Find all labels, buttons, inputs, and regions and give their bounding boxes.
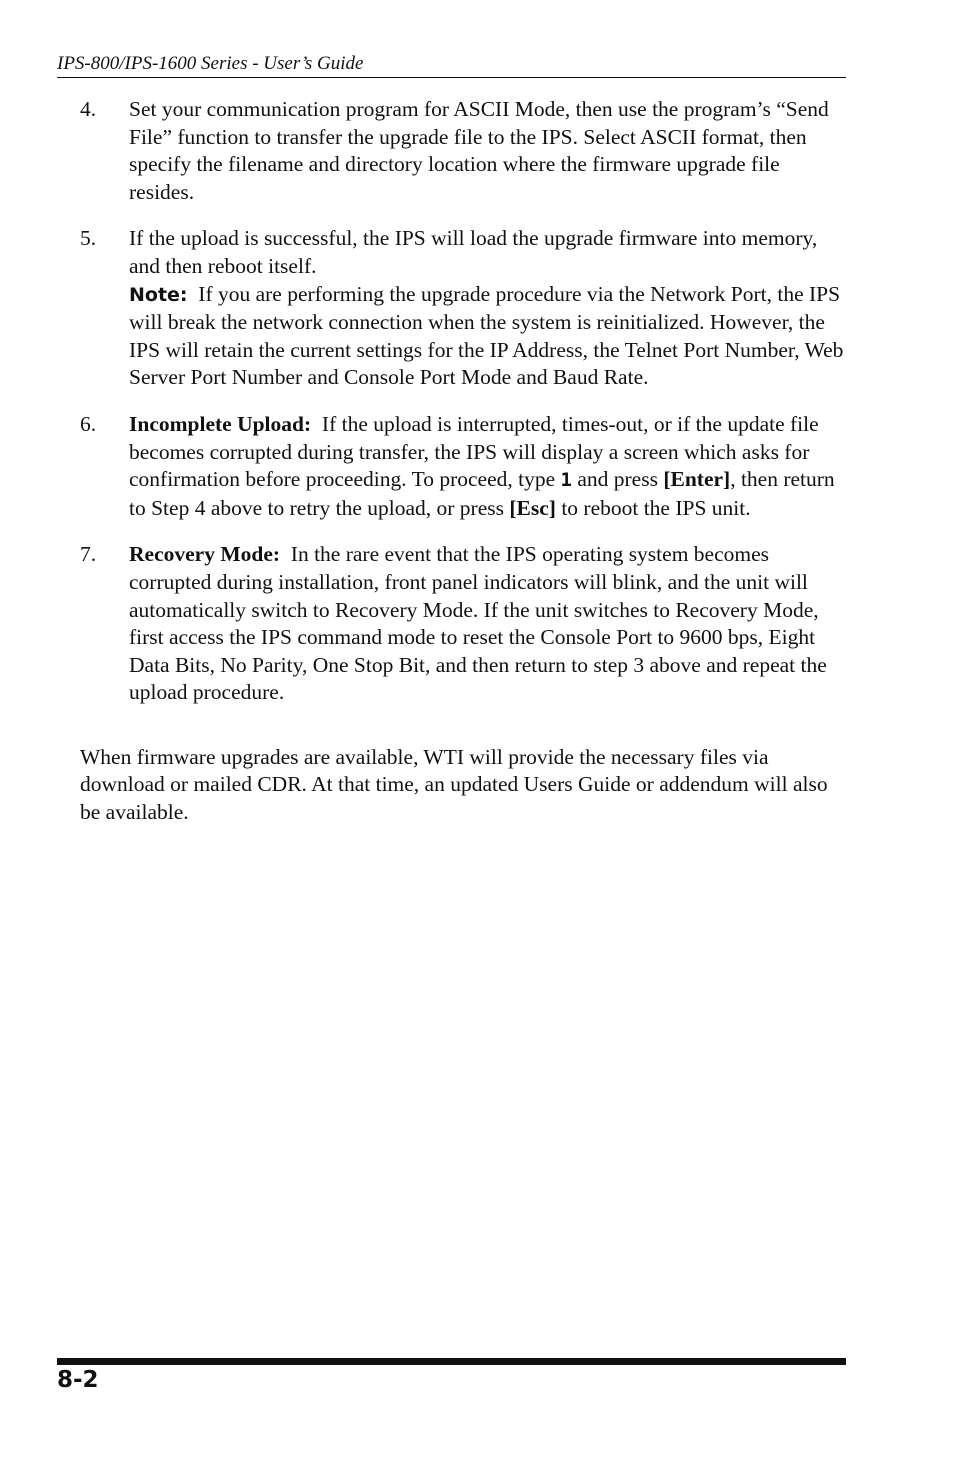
header-title: IPS-800/IPS-1600 Series - User’s Guide [57,53,364,74]
key-1: 1 [560,469,572,492]
note-paragraph [129,281,850,392]
page-content [80,96,850,827]
step-number: 6. [80,411,97,436]
step-6 [80,411,850,522]
running-header [57,52,846,78]
key-enter: [Enter] [663,467,731,492]
step-text [129,541,850,707]
step-text [129,411,850,522]
step-text-d: to reboot the IPS unit. [561,495,751,520]
note-label: Note: [129,283,188,306]
step-text-c: , then return to Step 4 above to retry the upload, or press [129,467,835,520]
step-lead: Recovery Mode: [129,542,281,567]
step-text-b: and press [577,467,658,492]
step-number: 4. [80,97,97,121]
step-5 [80,225,850,392]
key-esc: [Esc] [509,495,556,520]
note-text: If you are performing the upgrade procedure via the Network Port, the IPS will break the network connection when the system is reinitialized. However, the IPS will retain the current settings for the IP Address, the Telnet Port Number, Web Server Port Number and Console Port Mode and Baud Rate. [129,281,844,390]
step-number: 7. [80,542,97,567]
page-number: 8-2 [57,1367,99,1393]
step-text-a: If the upload is interrupted, times-out, or if the update file becomes corrupted during transfer, the IPS will display a screen which asks for confirmation before proceeding. To proceed, type [129,411,819,492]
step-number: 5. [80,226,97,251]
footer-rule [57,1358,846,1365]
step-text: If the upload is successful, the IPS will load the upgrade firmware into memory, and then reboot itself. [129,226,818,278]
step-text-body: In the rare event that the IPS operating system becomes corrupted during installation, front panel indicators will blink, and the unit will automatically switch to Recovery Mode. If the unit switches to Recovery Mode, first access the IPS command mode to reset the Console Port to 9600 bps, Eight Data Bits, No Parity, One Stop Bit, and then return to step 3 above and repeat the upload procedure. [129,542,827,705]
closing-paragraph: When firmware upgrades are available, WTI will provide the necessary files via download or mailed CDR. At that time, an updated Users Guide or addendum will also be available. [80,744,828,825]
step-4 [80,96,850,206]
step-text: Set your communication program for ASCII Mode, then use the program’s “Send File” function to transfer the upgrade file to the IPS. Select ASCII format, then specify the filename and directory location where the firmware upgrade file resides. [129,97,829,204]
step-7 [80,541,850,707]
step-lead: Incomplete Upload: [129,411,312,436]
